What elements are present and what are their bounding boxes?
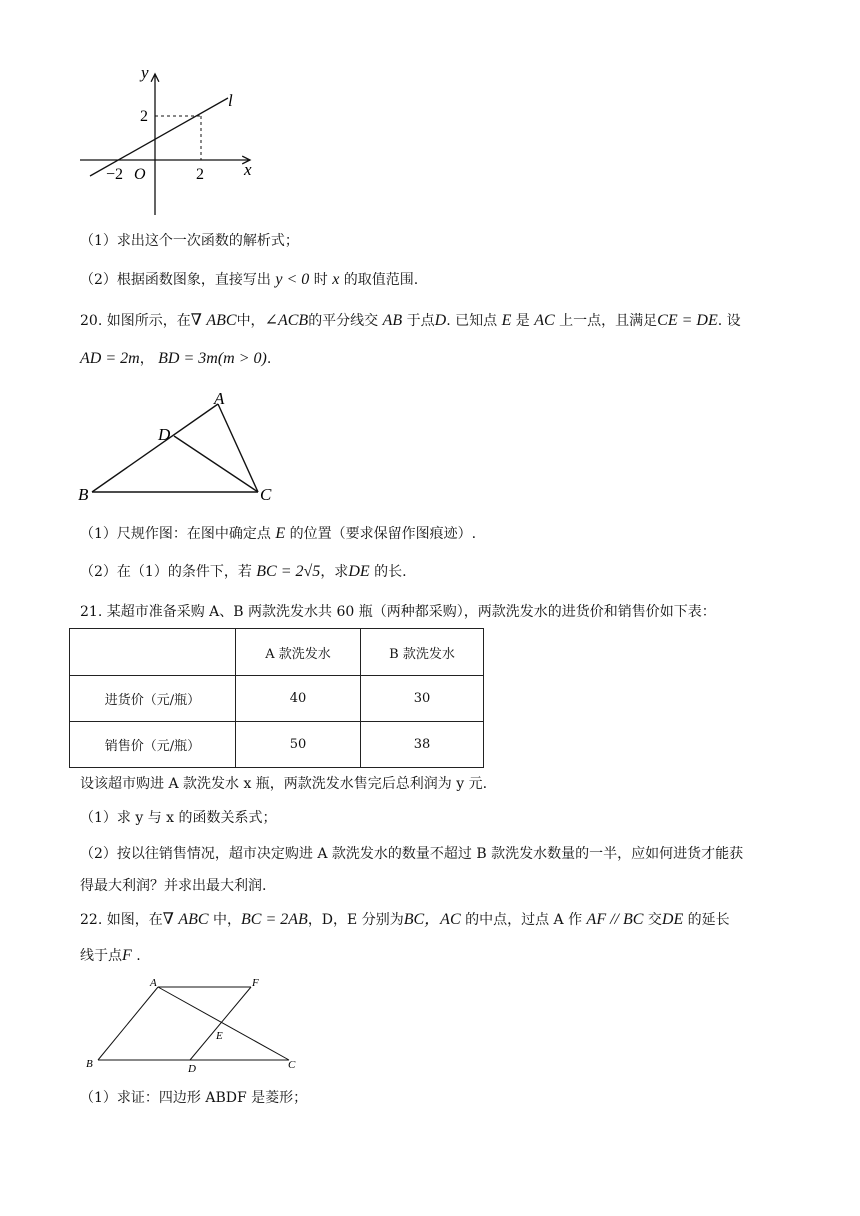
q19-part2-x: x <box>332 271 340 288</box>
q20-part2-de: DE <box>348 563 370 580</box>
q21-part1 <box>80 808 277 828</box>
q22-part1 <box>80 1088 307 1108</box>
segment-df <box>190 987 251 1060</box>
q21-part1-text: （1）求 y 与 x 的函数关系式； <box>80 810 277 826</box>
q20-ac: AC <box>534 312 555 329</box>
line-label: l <box>228 91 233 110</box>
q20-line2 <box>80 349 271 369</box>
table-cell: 40 <box>236 676 361 722</box>
q20-end: . <box>266 351 272 367</box>
q19-part2-text-a: （2）根据函数图象，直接写出 <box>80 272 271 288</box>
q20-angle: ∠ACB <box>264 312 309 329</box>
q20-text-h: . 设 <box>717 313 741 329</box>
q20-text-f: 是 <box>515 313 530 329</box>
q22-triangle-abc: ABC <box>178 911 209 928</box>
q20-bd: BD = 3m(m > 0) <box>158 350 267 367</box>
segment-ab <box>98 987 158 1060</box>
vertex-b: B <box>86 1058 93 1070</box>
q20-text-e: . 已知点 <box>446 313 498 329</box>
vertex-b: B <box>78 485 89 504</box>
q20-text-b: 中， <box>236 313 265 329</box>
vertex-c: C <box>260 485 272 504</box>
q20-triangle-symbol: ∇ <box>190 312 202 329</box>
vertex-c: C <box>288 1059 296 1071</box>
table-header-cell: B 款洗发水 <box>361 629 484 676</box>
q19-part1-text: （1）求出这个一次函数的解析式； <box>80 233 299 249</box>
q22-de: DE <box>661 911 684 928</box>
q20-ab: AB <box>382 312 403 329</box>
q22-line2 <box>80 946 141 966</box>
vertex-e: E <box>216 1030 223 1042</box>
q20-point-e: E <box>501 312 512 329</box>
q22-text-b: 中， <box>213 912 242 928</box>
q22-text-e: 交 <box>647 912 662 928</box>
vertex-a: A <box>214 389 225 408</box>
q22-text-a: 22. 如图，在 <box>80 912 163 928</box>
q20-part1-e: E <box>275 525 286 542</box>
q20-part1-text-a: （1）尺规作图：在图中确定点 <box>80 526 271 542</box>
table-header-row <box>70 629 484 676</box>
q20-part1-text-b: 的位置（要求保留作图痕迹）. <box>289 526 477 542</box>
q21-part2-text-2: 得最大利润？并求出最大利润. <box>80 878 267 894</box>
table-cell: 销售价（元/瓶） <box>70 722 236 768</box>
vertex-f: F <box>252 977 259 989</box>
price-table <box>69 628 484 768</box>
segment-ab <box>92 404 218 492</box>
q22-text-f: 的延长 <box>687 912 730 928</box>
q22-text-c: ，D，E 分别为 <box>307 912 404 928</box>
q20-triangle-abc: ABC <box>206 312 237 329</box>
q20-text-g: 上一点，且满足 <box>559 313 658 329</box>
table-header-cell <box>70 629 236 676</box>
y-tick-2: 2 <box>140 108 148 125</box>
q22-triangle-symbol: ∇ <box>162 911 174 928</box>
table-cell: 50 <box>236 722 361 768</box>
q22-text-d: 的中点，过点 A 作 <box>465 912 583 928</box>
q20-text-d: 于点 <box>406 313 435 329</box>
q22-bc-eq-2ab: BC = 2AB <box>241 911 308 928</box>
q22-bc-ac: BC，AC <box>403 911 461 928</box>
x-axis-label: x <box>244 160 252 179</box>
q22-line1 <box>80 910 730 930</box>
q20-part2-math: BC = 2√5 <box>256 563 321 580</box>
q19-part2-math: y < 0 <box>275 271 310 288</box>
q20-ce-eq-de: CE = DE <box>657 312 718 329</box>
q20-point-d: D <box>434 312 447 329</box>
y-axis-label: y <box>141 63 149 82</box>
q20-part2-text-c: 的长. <box>374 564 407 580</box>
q22-part1-text: （1）求证：四边形 ABDF 是菱形； <box>80 1090 308 1106</box>
q19-part2 <box>80 270 418 290</box>
q20-ad: AD = 2m <box>80 350 140 367</box>
q20-part1 <box>80 524 476 544</box>
table-row <box>70 722 484 768</box>
origin-label: O <box>134 166 146 183</box>
line-l <box>90 98 228 176</box>
q20-part2-text-a: （2）在（1）的条件下，若 <box>80 564 252 580</box>
vertex-a: A <box>150 977 157 989</box>
q21-setup <box>80 774 487 794</box>
q21-part2-text-1: （2）按以往销售情况，超市决定购进 A 款洗发水的数量不超过 B 款洗发水数量的一半，应如何进货才能获 <box>80 846 744 862</box>
q22-point-f: F <box>122 947 132 964</box>
segment-ac <box>158 987 289 1060</box>
q20-text-a: 20. 如图所示，在 <box>80 313 191 329</box>
q20-part2-text-b: ，求 <box>320 564 349 580</box>
q19-part2-text-b: 时 <box>313 272 328 288</box>
q22-text-g: 线于点 <box>80 948 122 964</box>
q21-setup-text: 设该超市购进 A 款洗发水 x 瓶，两款洗发水售完后总利润为 y 元. <box>80 776 488 792</box>
q20-part2 <box>80 562 407 582</box>
q21-part2-line1 <box>80 844 743 864</box>
q20-sep: ， <box>139 351 154 367</box>
q20-line1 <box>80 311 741 331</box>
table-cell: 38 <box>361 722 484 768</box>
q19-part1 <box>80 231 299 251</box>
q21-part2-line2 <box>80 876 266 896</box>
triangle-abc-figure <box>72 388 292 506</box>
table-cell: 进货价（元/瓶） <box>70 676 236 722</box>
q19-part2-text-c: 的取值范围. <box>343 272 419 288</box>
table-cell: 30 <box>361 676 484 722</box>
q21-intro-text: 21. 某超市准备采购 A、B 两款洗发水共 60 瓶（两种都采购），两款洗发水的进货价和销售价如下表： <box>80 604 716 620</box>
linear-function-graph <box>72 62 272 222</box>
q21-intro <box>80 602 716 622</box>
table-header-cell: A 款洗发水 <box>236 629 361 676</box>
parallelogram-figure <box>80 975 310 1075</box>
q22-af-parallel-bc: AF // BC <box>586 911 644 928</box>
q22-text-h: . <box>136 948 141 964</box>
vertex-d: D <box>188 1063 196 1075</box>
x-tick-neg2: −2 <box>106 166 124 183</box>
x-tick-2: 2 <box>196 166 204 183</box>
vertex-d: D <box>158 425 171 444</box>
table-row <box>70 676 484 722</box>
q20-text-c: 的平分线交 <box>308 313 379 329</box>
